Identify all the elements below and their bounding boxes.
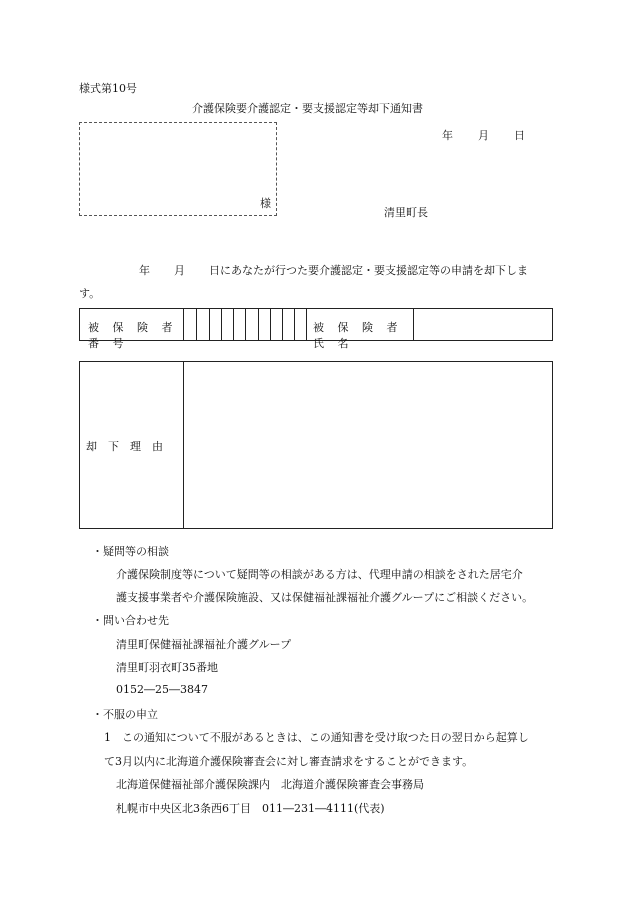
insured-name-input[interactable] <box>414 309 552 340</box>
appeal-address: 札幌市中央区北3条西6丁目 011―231―4111(代表) <box>116 802 385 815</box>
issuer-name: 清里町長 <box>384 206 428 219</box>
appeal-text-line2: て3月以内に北海道介護保険審査会に対し審査請求をすることができます。 <box>104 755 474 768</box>
contact-heading: ・問い合わせ先 <box>92 614 169 627</box>
rejection-reason-label: 却 下 理 由 <box>86 440 163 453</box>
insured-number-input[interactable] <box>184 309 304 340</box>
addressee-box[interactable] <box>79 122 277 216</box>
date-year: 年 <box>442 129 453 142</box>
date-month: 月 <box>478 129 489 142</box>
appeal-office: 北海道保健福祉部介護保険課内 北海道介護保険審査会事務局 <box>116 778 424 791</box>
appeal-heading: ・不服の申立 <box>92 708 158 721</box>
notice-text-end: す。 <box>79 287 101 300</box>
notice-month: 月 <box>174 264 185 277</box>
document-title: 介護保険要介護認定・要支援認定等却下通知書 <box>192 102 423 115</box>
appeal-text-line1: 1 この通知について不服があるときは、この通知書を受け取つた日の翌日から起算し <box>104 731 529 744</box>
consult-heading: ・疑問等の相談 <box>92 545 169 558</box>
form-number: 様式第10号 <box>79 82 137 95</box>
insured-number-label: 被 保 険 者 番 号 <box>88 321 178 350</box>
notice-year: 年 <box>139 264 150 277</box>
notice-text: 日にあなたが行つた要介護認定・要支援認定等の申請を却下しま <box>209 264 528 277</box>
consult-text-line1: 介護保険制度等について疑問等の相談がある方は、代理申請の相談をされた居宅介 <box>116 568 523 581</box>
contact-office: 清里町保健福祉課福祉介護グループ <box>116 638 292 651</box>
date-day: 日 <box>514 129 525 142</box>
insured-info-table <box>79 308 553 350</box>
rejection-reason-table <box>79 361 553 529</box>
addressee-suffix: 様 <box>260 197 271 210</box>
consult-text-line2: 護支援事業者や介護保険施設、又は保健福祉課福祉介護グループにご相談ください。 <box>116 591 534 604</box>
contact-address: 清里町羽衣町35番地 <box>116 661 218 674</box>
contact-phone: 0152―25―3847 <box>116 683 208 696</box>
insured-name-label: 被 保 険 者 氏 名 <box>313 321 403 350</box>
rejection-reason-input[interactable] <box>184 362 552 528</box>
